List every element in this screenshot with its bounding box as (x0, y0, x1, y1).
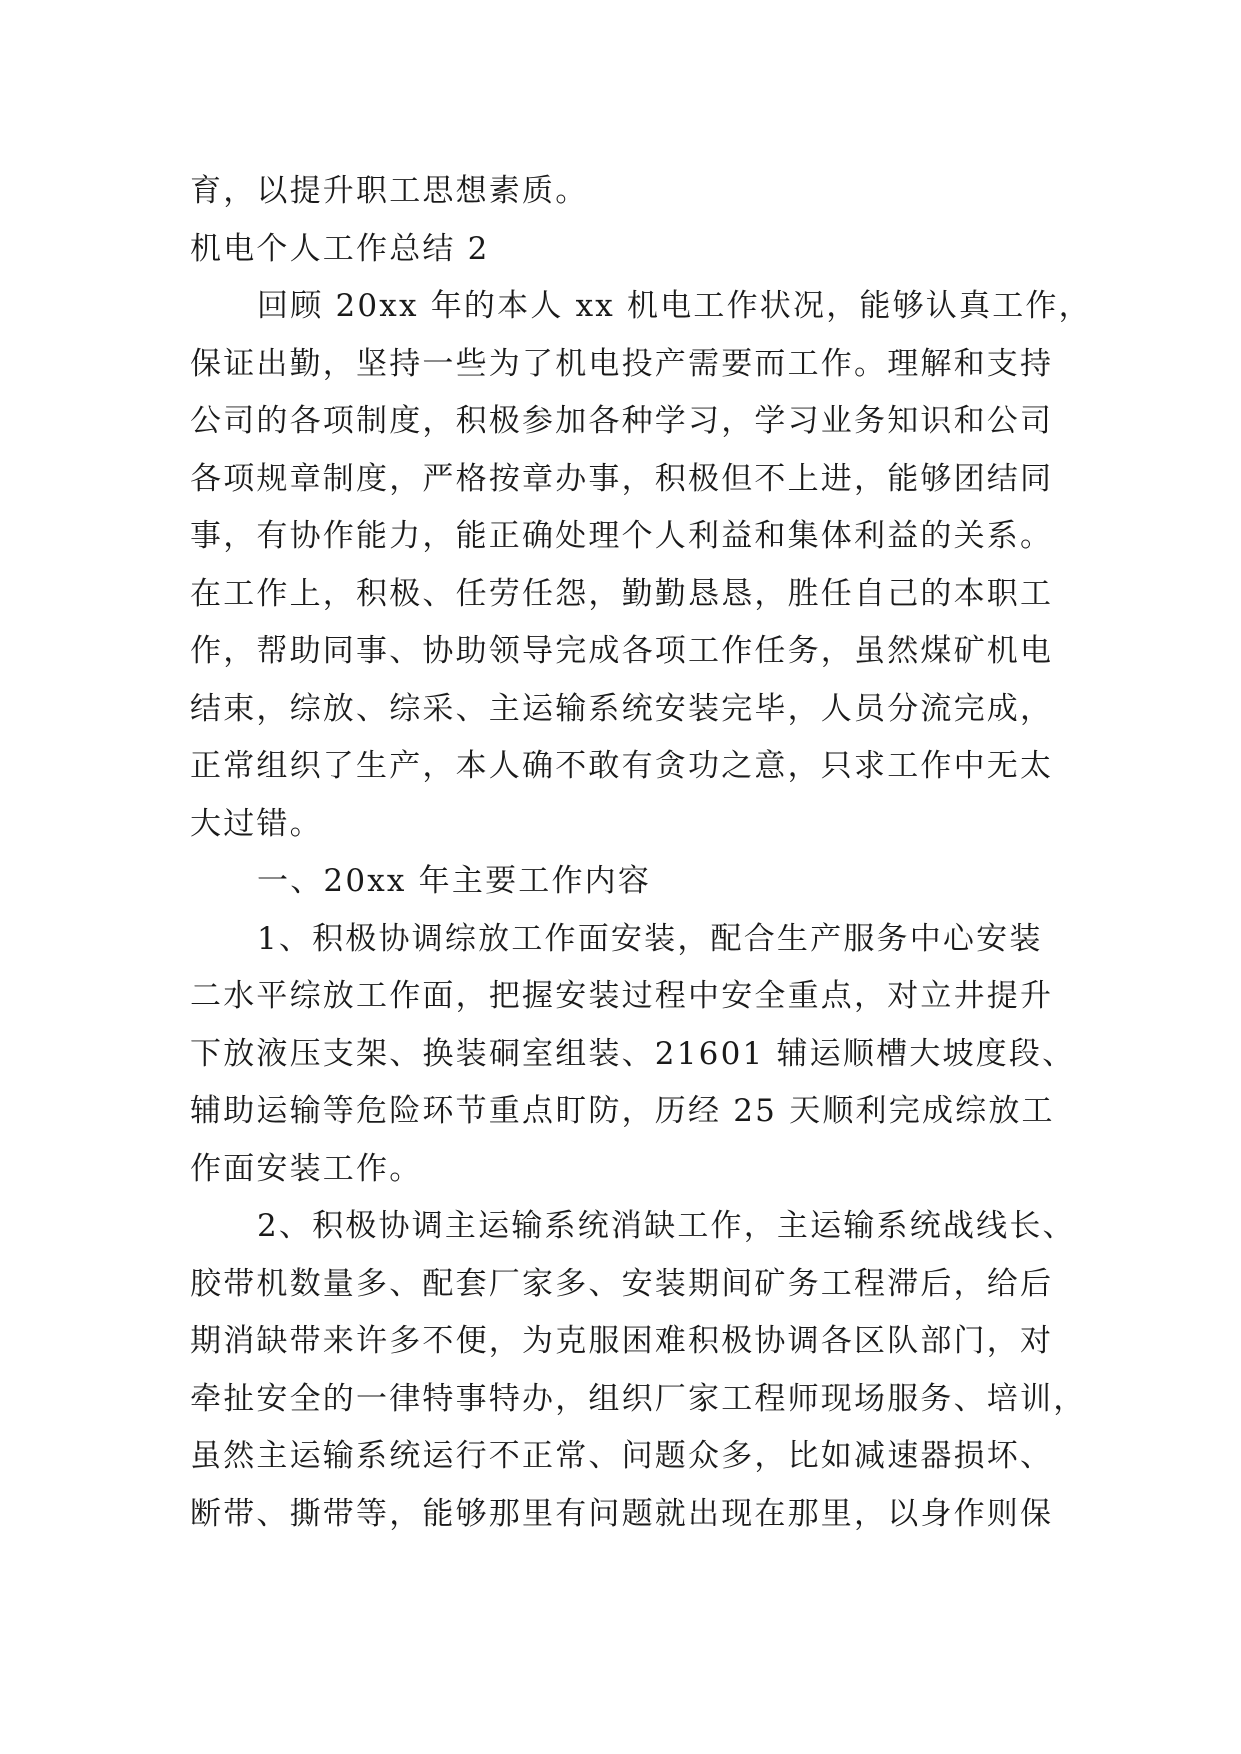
text-line: 在工作上，积极、任劳任怨，勤勤恳恳，胜任自己的本职工 (190, 575, 1054, 612)
text-line: 虽然主运输系统运行不正常、问题众多，比如减速器损坏、 (190, 1438, 1054, 1474)
text-line: 保证出勤，坚持一些为了机电投产需要而工作。理解和支持 (190, 345, 1054, 382)
text-line: 牵扯安全的一律特事特办，组织厂家工程师现场服务、培训， (190, 1380, 1087, 1417)
text-line: 正常组织了生产，本人确不敢有贪功之意，只求工作中无太 (190, 748, 1054, 784)
text-line: 2、积极协调主运输系统消缺工作，主运输系统战线长、 (257, 1208, 1076, 1244)
text-line: 各项规章制度，严格按章办事，积极但不上进，能够团结同 (190, 460, 1054, 497)
subsection-heading: 一、20xx 年主要工作内容 (257, 863, 652, 899)
text-line: 断带、撕带等，能够那里有问题就出现在那里，以身作则保 (190, 1495, 1054, 1532)
text-line: 辅助运输等危险环节重点盯防，历经 25 天顺利完成综放工 (190, 1093, 1055, 1129)
text-line: 二水平综放工作面，把握安装过程中安全重点，对立井提升 (190, 978, 1054, 1014)
text-line: 公司的各项制度，积极参加各种学习，学习业务知识和公司 (190, 403, 1054, 439)
text-line: 作，帮助同事、协助领导完成各项工作任务，虽然煤矿机电 (190, 633, 1054, 669)
text-line: 胶带机数量多、配套厂家多、安装期间矿务工程滞后，给后 (190, 1265, 1054, 1302)
text-line: 育，以提升职工思想素质。 (190, 173, 589, 209)
text-line: 大过错。 (190, 805, 323, 842)
text-line: 结束，综放、综采、主运输系统安装完毕，人员分流完成， (190, 690, 1054, 727)
text-line: 期消缺带来许多不便，为克服困难积极协调各区队部门，对 (190, 1323, 1054, 1359)
text-line: 1、积极协调综放工作面安装，配合生产服务中心安装 (257, 920, 1043, 957)
text-line: 作面安装工作。 (190, 1150, 423, 1187)
text-line: 下放液压支架、换装硐室组装、21601 辅运顺槽大坡度段、 (190, 1035, 1076, 1072)
text-line: 事，有协作能力，能正确处理个人利益和集体利益的关系。 (190, 518, 1054, 554)
section-heading: 机电个人工作总结 2 (190, 230, 490, 267)
document-body (190, 163, 1092, 1543)
text-line: 回顾 20xx 年的本人 xx 机电工作状况，能够认真工作， (257, 288, 1092, 324)
